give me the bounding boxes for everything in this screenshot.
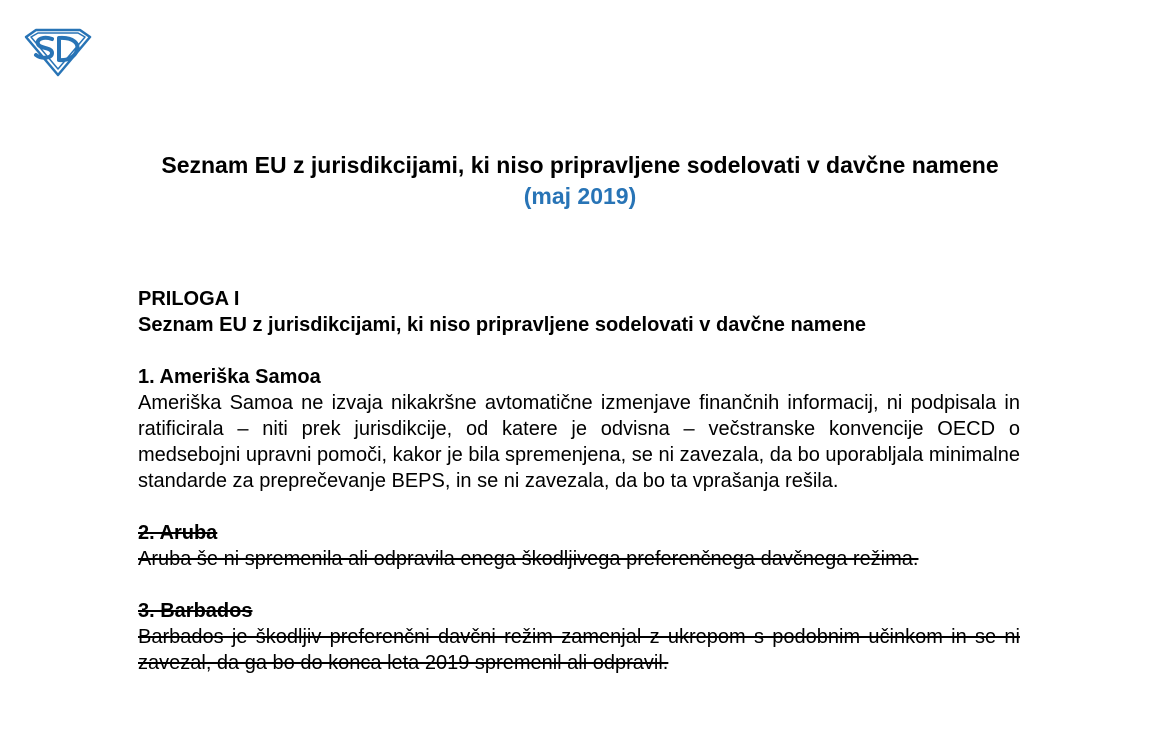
entry-american-samoa (138, 364, 1020, 494)
entry-title: 2. Aruba (138, 522, 218, 544)
entry-title: 3. Barbados (138, 600, 253, 622)
entry-aruba (138, 520, 1020, 572)
entry-text: Aruba še ni spremenila ali odpravila enega škodljivega preferenčnega davčnega režima. (138, 548, 919, 570)
annex-label: PRILOGA I (138, 288, 240, 310)
document-body (138, 286, 1020, 702)
entry-barbados (138, 598, 1020, 676)
annex-subtitle: Seznam EU z jurisdikcijami, ki niso pripravljene sodelovati v davčne namene (138, 314, 867, 336)
shield-logo-icon (22, 28, 94, 78)
document-title: Seznam EU z jurisdikcijami, ki niso pripravljene sodelovati v davčne namene (161, 152, 999, 178)
entry-text: Barbados je škodljiv preferenčni davčni režim zamenjal z ukrepom s podobnim učinkom in se ni zavezal, da ga bo do konca leta 2019 spremenil ali odpravil. (138, 626, 1020, 674)
entry-title: 1. Ameriška Samoa (138, 366, 321, 388)
title-block (130, 150, 1030, 212)
document-date: (maj 2019) (523, 183, 637, 209)
entry-text: Ameriška Samoa ne izvaja nikakršne avtomatične izmenjave finančnih informacij, ni podpisala in ratificirala – niti prek jurisdikcije, od katere je odvisna – večstranske konvencije OECD o medsebojni upravni pomoči, kakor je bila spremenjena, se ni zavezala, da bo uporabljala minimalne standarde za preprečevanje BEPS, in se ni zavezala, da bo ta vprašanja rešila. (138, 392, 1020, 492)
